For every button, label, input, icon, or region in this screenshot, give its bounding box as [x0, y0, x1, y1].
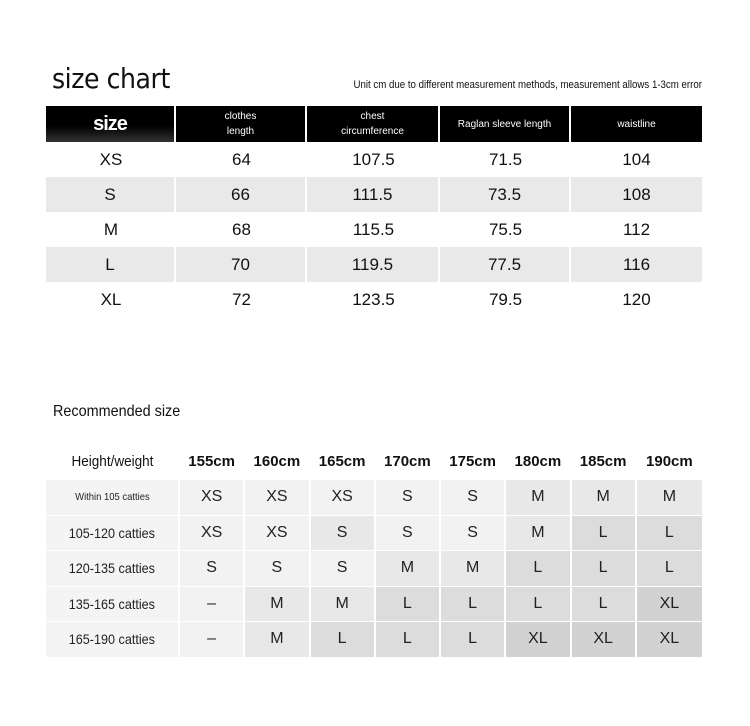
- size-cell: M: [245, 587, 310, 623]
- size-cell: –: [180, 587, 245, 623]
- header-chest-circumference: chest circumference: [307, 106, 440, 142]
- size-cell: L: [46, 247, 176, 282]
- size-cell: M: [506, 480, 571, 516]
- waist-cell: 104: [622, 149, 651, 169]
- size-cell: L: [311, 622, 376, 658]
- size-cell: L: [572, 587, 637, 623]
- header-raglan-sleeve-length: Raglan sleeve length: [440, 106, 571, 142]
- size-cell: XS: [245, 516, 310, 552]
- size-cell: M: [311, 587, 376, 623]
- size-cell: XS: [180, 516, 245, 552]
- waist-cell: 112: [622, 219, 651, 239]
- size-cell: S: [441, 516, 506, 552]
- size-cell: L: [506, 551, 571, 587]
- size-table-header: [46, 106, 702, 142]
- size-cell: M: [103, 219, 119, 239]
- height-weight-corner: Height/weight: [46, 444, 180, 480]
- height-header: 180cm: [506, 444, 571, 480]
- size-cell: XL: [637, 622, 702, 658]
- table-row: [46, 516, 702, 552]
- weight-label: 165-190 catties: [46, 622, 180, 658]
- size-cell: XL: [572, 622, 637, 658]
- size-cell: XS: [245, 480, 310, 516]
- size-cell: S: [376, 516, 441, 552]
- weight-label: 135-165 catties: [46, 587, 180, 623]
- height-header: 175cm: [441, 444, 506, 480]
- size-cell: L: [376, 622, 441, 658]
- length-cell: 64: [232, 149, 251, 169]
- height-header: 185cm: [572, 444, 637, 480]
- size-cell: L: [637, 516, 702, 552]
- waist-cell: 116: [571, 247, 702, 282]
- height-header: 160cm: [245, 444, 310, 480]
- table-row: [46, 177, 702, 212]
- table-row: [46, 247, 702, 282]
- size-cell: L: [572, 516, 637, 552]
- size-cell: –: [180, 622, 245, 658]
- length-cell: 66: [176, 177, 307, 212]
- size-cell: L: [637, 551, 702, 587]
- height-header: 190cm: [637, 444, 702, 480]
- size-cell: M: [637, 480, 702, 516]
- size-cell: S: [46, 177, 176, 212]
- size-cell: M: [506, 516, 571, 552]
- size-table: [46, 106, 702, 317]
- table-row: [46, 142, 702, 177]
- header-clothes-length: clothes length: [176, 106, 307, 142]
- table-row: [46, 551, 702, 587]
- size-cell: L: [376, 587, 441, 623]
- sleeve-cell: 77.5: [440, 247, 571, 282]
- sleeve-cell: 79.5: [488, 289, 523, 309]
- size-cell: S: [376, 480, 441, 516]
- table-row: [46, 282, 702, 317]
- size-cell: XL: [100, 289, 122, 309]
- size-cell: XS: [180, 480, 245, 516]
- size-cell: S: [441, 480, 506, 516]
- waist-cell: 108: [571, 177, 702, 212]
- table-row: [46, 622, 702, 658]
- chest-cell: 115.5: [352, 219, 395, 239]
- header-size: size: [46, 106, 176, 142]
- height-header: 155cm: [180, 444, 245, 480]
- size-cell: S: [180, 551, 245, 587]
- size-cell: XS: [99, 149, 123, 169]
- chest-cell: 111.5: [307, 177, 440, 212]
- table-row: [46, 587, 702, 623]
- size-cell: M: [441, 551, 506, 587]
- size-cell: L: [441, 622, 506, 658]
- size-cell: XS: [311, 480, 376, 516]
- size-cell: L: [572, 551, 637, 587]
- chest-cell: 119.5: [307, 247, 440, 282]
- weight-label: 105-120 catties: [46, 516, 180, 552]
- measurement-note: Unit cm due to different measurement methods, measurement allows 1-3cm error: [353, 79, 702, 91]
- sleeve-cell: 71.5: [488, 149, 523, 169]
- weight-label: 120-135 catties: [46, 551, 180, 587]
- size-cell: M: [376, 551, 441, 587]
- length-cell: 72: [232, 289, 251, 309]
- length-cell: 70: [176, 247, 307, 282]
- size-cell: L: [506, 587, 571, 623]
- length-cell: 68: [232, 219, 251, 239]
- recommended-size-table: [46, 444, 702, 658]
- size-cell: S: [311, 551, 376, 587]
- size-cell: S: [245, 551, 310, 587]
- table-row: [46, 480, 702, 516]
- weight-label: Within 105 catties: [46, 480, 180, 516]
- header-waistline: waistline: [571, 106, 702, 142]
- chest-cell: 123.5: [352, 289, 395, 309]
- waist-cell: 120: [622, 289, 651, 309]
- page-title: size chart: [52, 62, 170, 95]
- recommended-header-row: [46, 444, 702, 480]
- size-cell: S: [311, 516, 376, 552]
- height-header: 165cm: [311, 444, 376, 480]
- size-cell: M: [572, 480, 637, 516]
- size-cell: XL: [637, 587, 702, 623]
- sleeve-cell: 75.5: [488, 219, 523, 239]
- table-row: [46, 212, 702, 247]
- size-cell: M: [245, 622, 310, 658]
- recommended-size-title: Recommended size: [53, 403, 181, 420]
- size-cell: XL: [506, 622, 571, 658]
- chest-cell: 107.5: [352, 149, 395, 169]
- height-header: 170cm: [376, 444, 441, 480]
- size-cell: L: [441, 587, 506, 623]
- sleeve-cell: 73.5: [440, 177, 571, 212]
